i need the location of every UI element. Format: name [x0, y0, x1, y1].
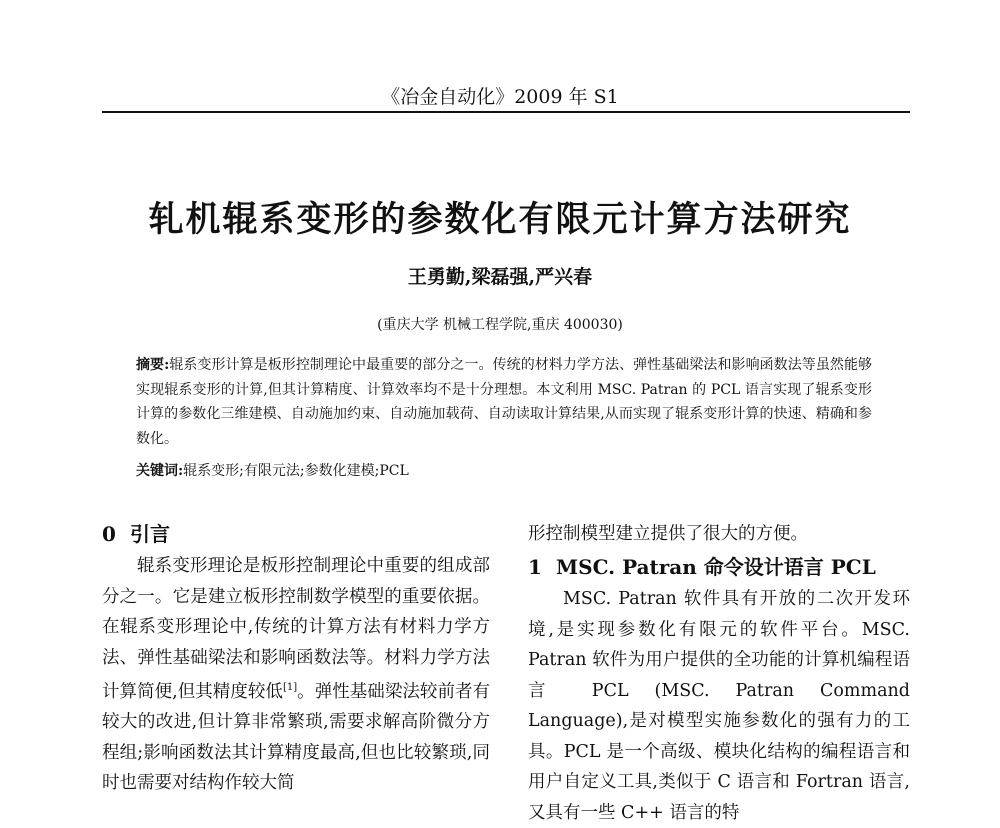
- journal-header: 《冶金自动化》2009 年 S1: [381, 86, 619, 108]
- paper-title: 轧机辊系变形的参数化有限元计算方法研究: [148, 200, 852, 240]
- abstract-text: 辊系变形计算是板形控制理论中最重要的部分之一。传统的材料力学方法、弹性基础梁法和影响函数法等虽然能够实现辊系变形的计算,但其计算精度、计算效率均不是十分理想。本文利用 MSC. Patran 的 PCL 语言实现了辊系变形计算的参数化三维建模、自动施加约束、自动施加载荷、自动读取计算结果,从而实现了辊系变形计算的快速、精确和参数化。: [136, 357, 872, 447]
- section-0-paragraph: [102, 551, 490, 799]
- abstract: [136, 353, 872, 451]
- section-0-heading: [102, 518, 490, 551]
- keywords-text: 辊系变形;有限元法;参数化建模;PCL: [183, 463, 409, 479]
- citation-1: [1]: [282, 682, 298, 693]
- section-1-heading: [528, 551, 910, 584]
- affiliation: (重庆大学 机械工程学院,重庆 400030): [377, 317, 623, 333]
- header-rule: [102, 111, 910, 113]
- section-1-title: MSC. Patran 命令设计语言 PCL: [556, 555, 876, 579]
- keywords: [136, 460, 872, 480]
- continuation-text: 形控制模型建立提供了很大的方便。: [528, 524, 808, 544]
- section-0-text-cont: 。弹性基础梁法较前者有较大的改进,但计算非常繁琐,需要求解高阶微分方程组;影响函数法其计算精度最高,但也比较繁琐,同时也需要对结构作较大简: [102, 681, 491, 794]
- section-0-number: 0: [102, 522, 116, 546]
- section-1-paragraph: MSC. Patran 软件具有开放的二次开发环境,是实现参数化有限元的软件平台。MSC. Patran 软件为用户提供的全功能的计算机编程语言 PCL (MSC. Patran Command Language),是对模型实施参数化的强有力的工具。PCL 是一个高级、模块化结构的编程语言和用户自定义工具,类似于 C 语言和 Fortran 语言,又具有一些 C++ 语言的特: [528, 589, 910, 823]
- abstract-label: 摘要:: [136, 357, 170, 373]
- left-column: [102, 518, 490, 799]
- section-0-text: 辊系变形理论是板形控制理论中重要的组成部分之一。它是建立板形控制数学模型的重要依据。在辊系变形理论中,传统的计算方法有材料力学方法、弹性基础梁法和影响函数法等。材料力学方法计算简便,但其精度较低: [102, 556, 490, 702]
- section-1-number: 1: [528, 555, 542, 579]
- keywords-label: 关键词:: [136, 463, 184, 479]
- right-column: [528, 518, 910, 828]
- section-0-title: 引言: [130, 522, 170, 546]
- authors: 王勇勤,梁磊强,严兴春: [407, 266, 593, 288]
